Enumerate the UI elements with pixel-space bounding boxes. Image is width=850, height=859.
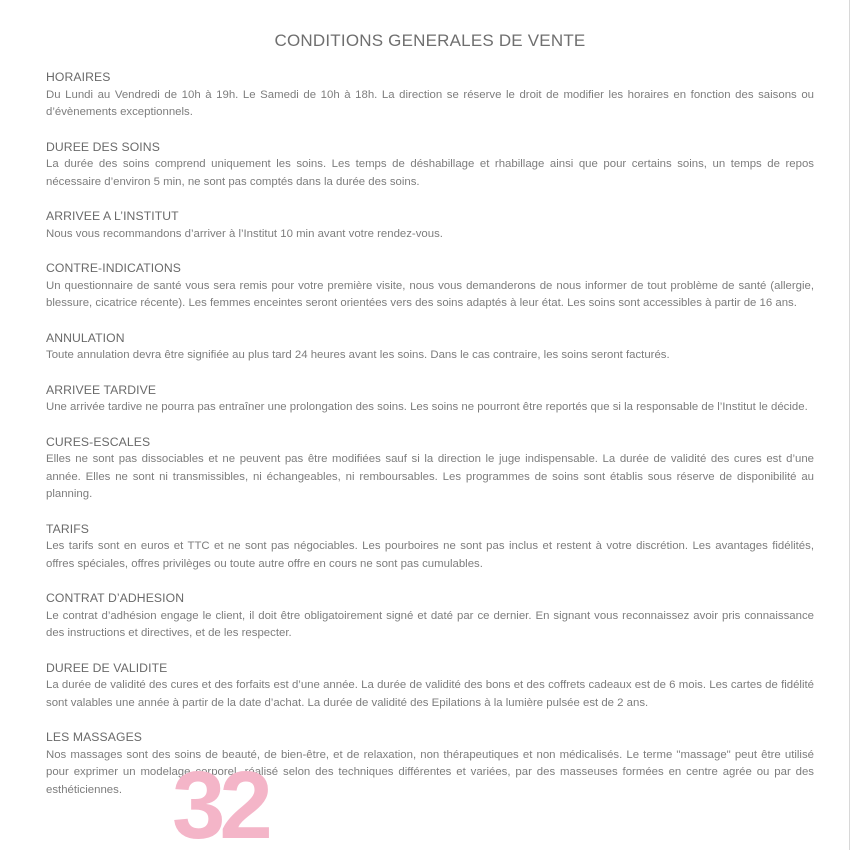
section-text: Elles ne sont pas dissociables et ne peuvent pas être modifiées sauf si la direction le juge indispensable. La durée de validité des cures est d’une année. Elles ne sont ni transmissibles, ni échangeables, ni remboursables. Les programmes de soins sont établis sous réserve de disponibilité au planning. bbox=[46, 453, 814, 500]
section-arrivee-institut bbox=[46, 208, 814, 243]
section-text: Nous vous recommandons d’arriver à l’Institut 10 min avant votre rendez-vous. bbox=[46, 227, 443, 240]
section-horaires bbox=[46, 69, 814, 122]
section-text: Les tarifs sont en euros et TTC et ne sont pas négociables. Les pourboires ne sont pas inclus et restent à votre discrétion. Les avantages fidélités, offres spéciales, offres privilèges ou toute autre offre en cours ne sont pas cumulables. bbox=[46, 540, 814, 570]
section-heading: ANNULATION bbox=[46, 330, 125, 345]
section-annulation bbox=[46, 330, 814, 365]
page-number: 32 bbox=[172, 752, 267, 859]
section-contre-indications bbox=[46, 260, 814, 313]
section-heading: CURES-ESCALES bbox=[46, 434, 151, 449]
section-tarifs bbox=[46, 521, 814, 574]
section-text: Le contrat d’adhésion engage le client, il doit être obligatoirement signé et daté par ce dernier. En signant vous reconnaissez avoir pris connaissance des instructions et directives, et de les respecter. bbox=[46, 609, 814, 639]
section-heading: CONTRAT D’ADHESION bbox=[46, 591, 185, 605]
section-heading: CONTRE-INDICATIONS bbox=[46, 261, 181, 275]
section-text: Un questionnaire de santé vous sera remis pour votre première visite, nous vous demanderons de nous informer de tout problème de santé (allergie, blessure, cicatrice récente). Les femmes enceintes seront orientées vers des soins adaptés à leur état. Les soins sont accessibles à partir de 16 ans. bbox=[46, 279, 814, 309]
section-heading: DUREE DES SOINS bbox=[46, 139, 160, 154]
section-arrivee-tardive bbox=[46, 382, 814, 417]
section-text: Une arrivée tardive ne pourra pas entraîner une prolongation des soins. Les soins ne pourront être reportés que si la responsable de l’Institut le décide. bbox=[46, 401, 808, 413]
section-text: Du Lundi au Vendredi de 10h à 19h. Le Samedi de 10h à 18h. La direction se réserve le droit de modifier les horaires en fonction des saisons ou d’évènements exceptionnels. bbox=[46, 88, 814, 118]
section-heading: ARRIVEE A L’INSTITUT bbox=[46, 209, 179, 223]
section-text: Nos massages sont des soins de beauté, de bien-être, et de relaxation, non thérapeutiques et non médicalisés. Le terme "massage" peut être utilisé pour exprimer un modelage corporel, réalisé selon des techniques différentes et variées, par des masseuses formées en centre agrée ou par des esthéticiennes. bbox=[46, 748, 814, 796]
section-heading: ARRIVEE TARDIVE bbox=[46, 382, 157, 397]
section-text: La durée des soins comprend uniquement les soins. Les temps de déshabillage et rhabillage ainsi que pour certains soins, un temps de repos nécessaire d’environ 5 min, ne sont pas comptés dans la durée des soins. bbox=[46, 158, 814, 188]
section-massages bbox=[46, 729, 814, 799]
section-cures-escales bbox=[46, 434, 814, 504]
section-duree-validite bbox=[46, 660, 814, 713]
section-duree-des-soins bbox=[46, 139, 814, 192]
section-heading: DUREE DE VALIDITE bbox=[46, 660, 168, 675]
section-contrat-adhesion bbox=[46, 590, 814, 643]
terms-content bbox=[46, 69, 814, 816]
section-text: Toute annulation devra être signifiée au plus tard 24 heures avant les soins. Dans le cas contraire, les soins seront facturés. bbox=[46, 349, 670, 361]
section-text: La durée de validité des cures et des forfaits est d’une année. La durée de validité des bons et des coffrets cadeaux est de 6 mois. Les cartes de fidélité sont valables une année à partir de la date d’achat. La durée de validité des Epilations à la lumière pulsée est de 2 ans. bbox=[46, 679, 814, 709]
section-heading: LES MASSAGES bbox=[46, 730, 143, 744]
section-heading: TARIFS bbox=[46, 521, 90, 536]
page-title: CONDITIONS GENERALES DE VENTE bbox=[274, 31, 586, 50]
section-heading: HORAIRES bbox=[46, 70, 111, 84]
